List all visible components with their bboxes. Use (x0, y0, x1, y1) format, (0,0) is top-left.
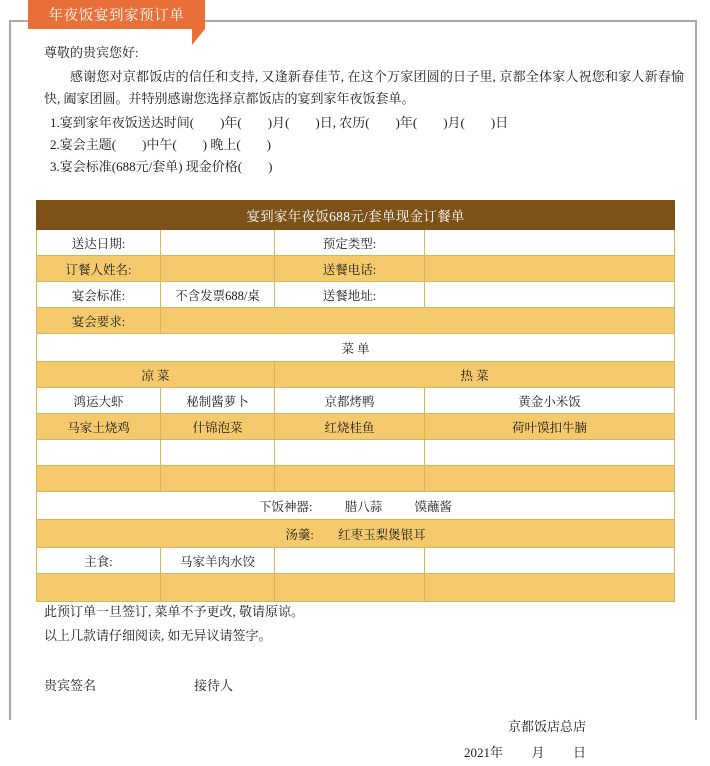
cold-dishes-title: 凉 菜 (37, 362, 275, 388)
table-row (37, 440, 675, 466)
hot-dishes-title: 热 菜 (275, 362, 675, 388)
letter-body: 感谢您对京都饭店的信任和支持, 又逢新春佳节, 在这个万家团圆的日子里, 京都全体家人祝您和家人新春愉快, 阖家团圆。并特别感谢您选择京都饭店的宴到家年夜饭套单。 (44, 69, 684, 106)
table-row (37, 256, 675, 282)
delivery-date-field[interactable] (161, 230, 275, 256)
booking-type-label: 预定类型: (275, 230, 425, 256)
staple-extra-field[interactable] (425, 548, 675, 574)
dish-cell: 黄金小米饭 (425, 388, 675, 414)
date-line (44, 740, 586, 766)
dish-cell: 京都烤鸭 (275, 388, 425, 414)
guest-signature-label: 贵宾签名 (44, 678, 97, 693)
dish-cell-empty[interactable] (161, 440, 275, 466)
table-row (37, 282, 675, 308)
dish-cell-empty[interactable] (161, 466, 275, 492)
blank-cell[interactable] (425, 574, 675, 602)
letter-item-2: 2.宴会主题( )中午( ) 晚上( ) (50, 137, 271, 152)
staple-extra-field[interactable] (275, 548, 425, 574)
footer-note-1: 此预订单一旦签订, 菜单不予更改, 敬请原谅。 (44, 604, 305, 619)
menu-title-row (37, 334, 675, 362)
delivery-address-field[interactable] (425, 282, 675, 308)
soup-item: 红枣玉梨煲银耳 (338, 527, 426, 542)
ribbon-banner (28, 0, 258, 46)
dish-cell-empty[interactable] (425, 466, 675, 492)
footer-note-2: 以上几款请仔细阅读, 如无异议请签字。 (44, 628, 272, 643)
staple-label: 主食: (37, 548, 161, 574)
dish-cell-empty[interactable] (425, 440, 675, 466)
order-form-table (36, 200, 675, 602)
blank-cell[interactable] (37, 574, 161, 602)
banquet-standard-value: 不含发票688/桌 (161, 282, 275, 308)
dish-cell-empty[interactable] (275, 466, 425, 492)
company-name: 京都饭店总店 (507, 719, 586, 734)
footer-section (44, 600, 674, 766)
dish-cell-empty[interactable] (37, 440, 161, 466)
delivery-phone-field[interactable] (425, 256, 675, 282)
soup-cell (37, 520, 675, 548)
letter-content (44, 42, 684, 178)
date-month: 月 (531, 745, 545, 760)
dish-cell-empty[interactable] (37, 466, 161, 492)
banquet-request-field[interactable] (161, 308, 675, 334)
table-row (37, 548, 675, 574)
dish-cell: 马家土烧鸡 (37, 414, 161, 440)
dish-cell-empty[interactable] (275, 440, 425, 466)
dish-cell: 什锦泡菜 (161, 414, 275, 440)
side-dish-row (37, 492, 675, 520)
soup-label: 汤羹: (285, 527, 314, 542)
table-row (37, 414, 675, 440)
side-dish-label: 下饭神器: (259, 499, 313, 514)
letter-item-1: 1.宴到家年夜饭送达时间( )年( )月( )日, 农历( )年( )月( )日 (50, 115, 509, 130)
staple-value: 马家羊肉水饺 (161, 548, 275, 574)
date-year: 2021年 (463, 745, 503, 760)
ribbon-tail-icon (192, 29, 205, 45)
table-row (37, 388, 675, 414)
blank-cell[interactable] (275, 574, 425, 602)
banquet-standard-label: 宴会标准: (37, 282, 161, 308)
delivery-phone-label: 送餐电话: (275, 256, 425, 282)
dish-cell: 秘制酱萝卜 (161, 388, 275, 414)
date-day: 日 (572, 745, 586, 760)
menu-section-row (37, 362, 675, 388)
delivery-address-label: 送餐地址: (275, 282, 425, 308)
booking-type-field[interactable] (425, 230, 675, 256)
receptionist-label: 接待人 (194, 678, 234, 693)
menu-title: 菜 单 (37, 334, 675, 362)
ribbon-title: 年夜饭宴到家预订单 (48, 8, 185, 24)
letter-item-3: 3.宴会标准(688元/套单) 现金价格( ) (50, 159, 273, 174)
table-row (37, 574, 675, 602)
orderer-name-field[interactable] (161, 256, 275, 282)
side-dish-cell (37, 492, 675, 520)
banquet-request-label: 宴会要求: (37, 308, 161, 334)
soup-row (37, 520, 675, 548)
blank-cell[interactable] (161, 574, 275, 602)
dish-cell: 红烧桂鱼 (275, 414, 425, 440)
dish-cell: 荷叶馍扣牛腩 (425, 414, 675, 440)
orderer-name-label: 订餐人姓名: (37, 256, 161, 282)
table-header-row (37, 201, 675, 230)
ribbon-body (28, 0, 205, 29)
table-row (37, 230, 675, 256)
delivery-date-label: 送达日期: (37, 230, 161, 256)
signature-row (44, 674, 674, 698)
dish-cell: 鸿运大虾 (37, 388, 161, 414)
side-dish-item-1: 腊八蒜 (344, 499, 383, 514)
table-row (37, 308, 675, 334)
stamp-block (44, 714, 674, 766)
salutation: 尊敬的贵宾您好: (44, 45, 139, 60)
table-row (37, 466, 675, 492)
side-dish-item-2: 馍蘸酱 (414, 499, 453, 514)
table-title: 宴到家年夜饭688元/套单现金订餐单 (37, 201, 675, 230)
